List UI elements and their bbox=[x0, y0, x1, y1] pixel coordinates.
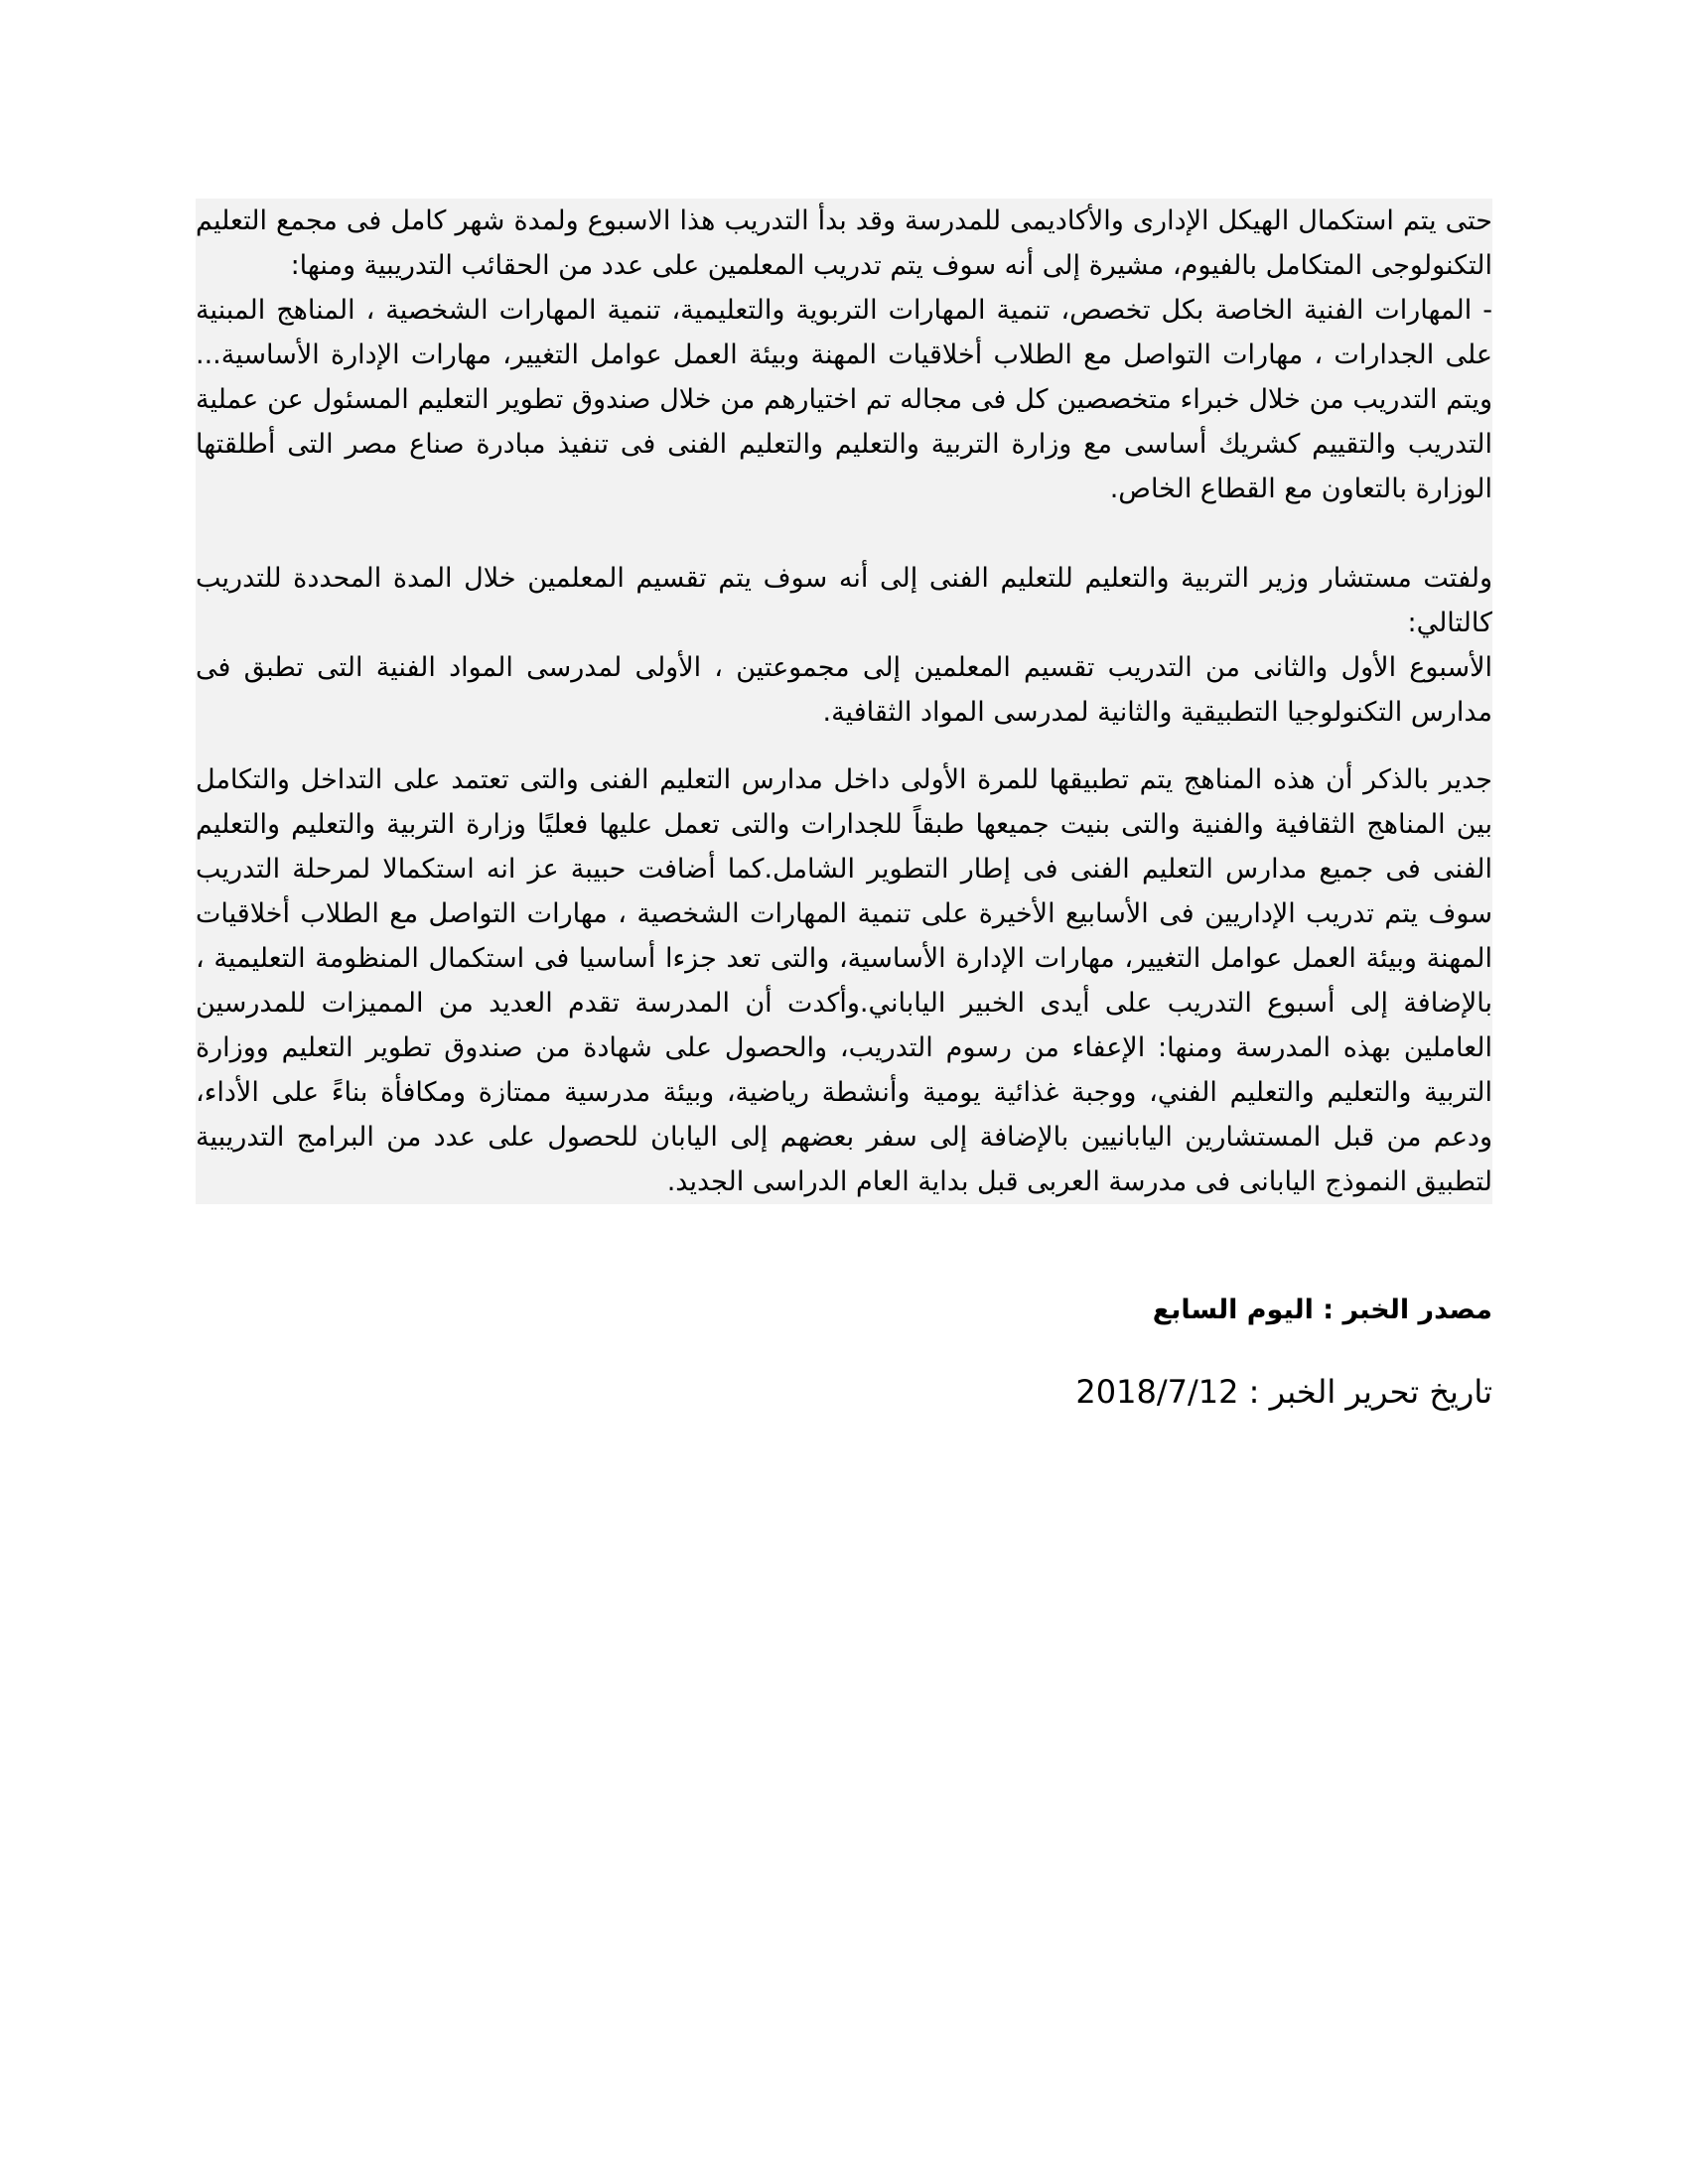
paragraph-intro: حتى يتم استكمال الهيكل الإدارى والأكاديمى للمدرسة وقد بدأ التدريب هذا الاسبوع ولمدة شهر كامل فى مجمع التعليم التكنولوجى المتكامل بالفيوم، مشيرة إلى أنه سوف يتم تدريب المعلمين على عدد من الحقائب التدريبية ومنها: bbox=[196, 205, 1492, 281]
date-value: 2018/7/12 bbox=[1075, 1373, 1239, 1411]
paragraph-spacer bbox=[196, 511, 1492, 556]
article-body bbox=[196, 199, 1492, 1204]
publication-date bbox=[196, 1370, 1492, 1414]
paragraph-teacher-division: ولفتت مستشار وزير التربية والتعليم للتعليم الفنى إلى أنه سوف يتم تقسيم المعلمين خلال المدة المحددة للتدريب كالتالي: bbox=[196, 563, 1492, 638]
date-label: تاريخ تحرير الخبر : bbox=[1248, 1373, 1492, 1411]
paragraph-skills-list: - المهارات الفنية الخاصة بكل تخصص، تنمية المهارات التربوية والتعليمية، تنمية المهارات الشخصية ، المناهج المبنية على الجدارات ، مهارات التواصل مع الطلاب أخلاقيات المهنة وبيئة العمل عوامل التغيير، مهارات الإدارة الأساسية... ويتم التدريب من خلال خبراء متخصصين كل فى مجاله تم اختيارهم من خلال صندوق تطوير التعليم المسئول عن عملية التدريب والتقييم كشريك أساسى مع وزارة التربية والتعليم والتعليم الفنى فى تنفيذ مبادرة صناع مصر التى أطلقتها الوزارة بالتعاون مع القطاع الخاص. bbox=[196, 295, 1492, 504]
paragraph-curricula-details: جدير بالذكر أن هذه المناهج يتم تطبيقها للمرة الأولى داخل مدارس التعليم الفنى والتى تعتمد على التداخل والتكامل بين المناهج الثقافية والفنية والتى بنيت جميعها طبقاً للجدارات والتى تعمل عليها فعليًا وزارة التربية والتعليم والتعليم الفنى فى جميع مدارس التعليم الفنى فى إطار التطوير الشامل.كما أضافت حبيبة عز انه استكمالا لمرحلة التدريب سوف يتم تدريب الإداريين فى الأسابيع الأخيرة على تنمية المهارات الشخصية ، مهارات التواصل مع الطلاب أخلاقيات المهنة وبيئة العمل عوامل التغيير، مهارات الإدارة الأساسية، والتى تعد جزءا أساسيا فى استكمال المنظومة التعليمية ، بالإضافة إلى أسبوع التدريب على أيدى الخبير الياباني.وأكدت أن المدرسة تقدم العديد من المميزات للمدرسين العاملين بهذه المدرسة ومنها: الإعفاء من رسوم التدريب، والحصول على شهادة من صندوق تطوير التعليم ووزارة التربية والتعليم والتعليم الفني، ووجبة غذائية يومية وأنشطة رياضية، وبيئة مدرسية ممتازة ومكافأة بناءً على الأداء، ودعم من قبل المستشارين اليابانيين بالإضافة إلى سفر بعضهم إلى اليابان للحصول على عدد من البرامج التدريبية لتطبيق النموذج اليابانى فى مدرسة العربى قبل بداية العام الدراسى الجديد. bbox=[196, 764, 1492, 1197]
news-source: مصدر الخبر : اليوم السابع bbox=[1152, 1295, 1492, 1325]
paragraph-week-schedule: الأسبوع الأول والثانى من التدريب تقسيم المعلمين إلى مجموعتين ، الأولى لمدرسى المواد الفنية التى تطبق فى مدارس التكنولوجيا التطبيقية والثانية لمدرسى المواد الثقافية. bbox=[196, 652, 1492, 728]
paragraph-spacer bbox=[196, 735, 1492, 757]
